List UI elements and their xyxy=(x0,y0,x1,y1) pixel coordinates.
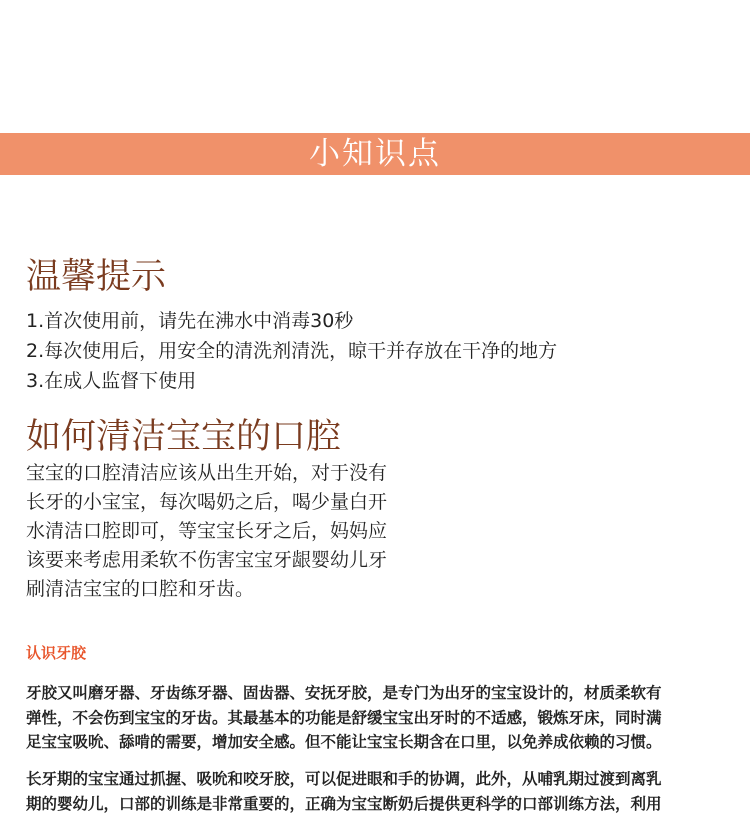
teether-paragraph-2 xyxy=(26,767,726,816)
paragraph-line: 该要来考虑用柔软不伤害宝宝牙龈婴幼儿牙 xyxy=(26,546,426,575)
oral-care-paragraph xyxy=(26,459,426,604)
banner-title: 小知识点 xyxy=(309,133,441,175)
paragraph-line: 长牙期的宝宝通过抓握、吸吮和咬牙胶，可以促进眼和手的协调，此外，从哺乳期过渡到离乳 xyxy=(26,767,726,792)
tips-list xyxy=(26,306,557,396)
tip-item: 1.首次使用前，请先在沸水中消毒30秒 xyxy=(26,306,557,336)
paragraph-line: 弹性，不会伤到宝宝的牙齿。其最基本的功能是舒缓宝宝出牙时的不适感，锻炼牙床，同时满 xyxy=(26,706,726,731)
paragraph-line: 牙胶又叫磨牙器、牙齿练牙器、固齿器、安抚牙胶，是专门为出牙的宝宝设计的，材质柔软有 xyxy=(26,681,726,706)
teether-paragraph-1 xyxy=(26,681,726,755)
paragraph-line: 水清洁口腔即可，等宝宝长牙之后，妈妈应 xyxy=(26,517,426,546)
tip-item: 3.在成人监督下使用 xyxy=(26,366,557,396)
paragraph-line: 刷清洁宝宝的口腔和牙齿。 xyxy=(26,575,426,604)
paragraph-line: 期的婴幼儿，口部的训练是非常重要的，正确为宝宝断奶后提供更科学的口部训练方法，利用 xyxy=(26,792,726,816)
paragraph-line: 长牙的小宝宝，每次喝奶之后，喝少量白开 xyxy=(26,488,426,517)
tip-item: 2.每次使用后，用安全的清洗剂清洗，晾干并存放在干净的地方 xyxy=(26,336,557,366)
paragraph-line: 宝宝的口腔清洁应该从出生开始，对于没有 xyxy=(26,459,426,488)
teether-heading: 认识牙胶 xyxy=(26,641,86,665)
paragraph-line: 足宝宝吸吮、舔啃的需要，增加安全感。但不能让宝宝长期含在口里，以免养成依赖的习惯。 xyxy=(26,730,726,755)
section-banner xyxy=(0,133,750,175)
oral-care-heading: 如何清洁宝宝的口腔 xyxy=(26,416,341,458)
tips-heading: 温馨提示 xyxy=(26,256,166,298)
